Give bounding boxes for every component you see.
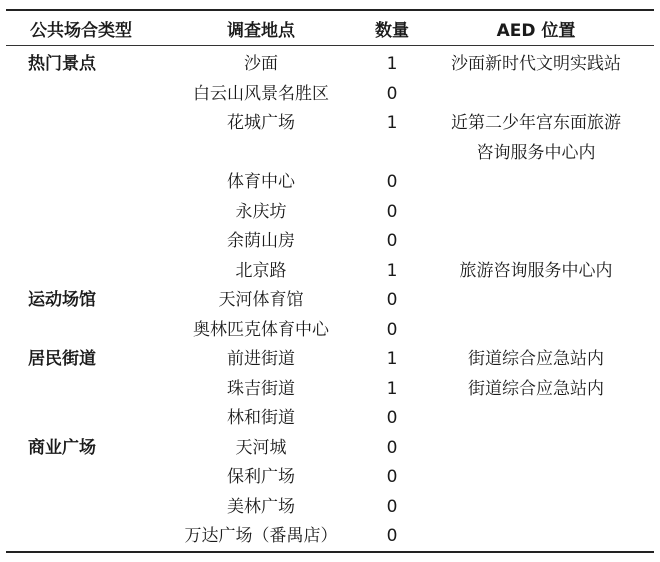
table-bottom-rule: [6, 551, 654, 553]
location-cell: 万达广场（番禺店）: [184, 526, 338, 546]
location-cell: 美林广场: [227, 496, 295, 517]
count-cell: 0: [386, 437, 398, 458]
table-row: [6, 286, 654, 316]
table-row: [6, 227, 654, 257]
aed-position-line: 沙面新时代文明实践站: [451, 54, 621, 74]
location-cell: 保利广场: [227, 467, 295, 487]
table-row: [6, 198, 654, 228]
aed-position-line: 咨询服务中心内: [476, 142, 596, 163]
location-cell: 珠吉街道: [227, 378, 295, 399]
header-count: 数量: [375, 21, 409, 41]
aed-position-line: 旅游咨询服务中心内: [459, 260, 613, 281]
count-cell: 0: [386, 496, 398, 517]
table-row: [6, 375, 654, 405]
aed-position-cell: [418, 109, 654, 168]
count-cell: 0: [386, 526, 398, 546]
location-cell: 林和街道: [227, 408, 295, 428]
count-cell: 1: [386, 113, 398, 133]
table-row: [6, 434, 654, 464]
count-cell: 0: [386, 201, 398, 222]
aed-position-cell: [418, 257, 654, 287]
category-cell: 居民街道: [28, 349, 96, 369]
table-body: [6, 50, 654, 552]
count-cell: 0: [386, 467, 398, 487]
aed-position-cell: [418, 345, 654, 375]
category-cell: 运动场馆: [28, 290, 96, 310]
category-cell: 热门景点: [28, 54, 96, 74]
table-row: [6, 463, 654, 493]
header-aed-position: AED 位置: [496, 21, 576, 41]
location-cell: 余荫山房: [227, 231, 295, 251]
table-row: [6, 257, 654, 287]
location-cell: 奥林匹克体育中心: [193, 319, 329, 340]
aed-position-line: 街道综合应急站内: [468, 378, 604, 399]
location-cell: 天河城: [235, 437, 287, 458]
header-category: 公共场合类型: [30, 21, 132, 41]
count-cell: 1: [386, 378, 398, 399]
aed-position-cell: [418, 375, 654, 405]
location-cell: 北京路: [235, 260, 287, 281]
table-header-rule: [6, 45, 654, 46]
count-cell: 0: [386, 231, 398, 251]
location-cell: 体育中心: [227, 172, 295, 192]
count-cell: 0: [386, 290, 398, 310]
header-location: 调查地点: [227, 21, 295, 41]
count-cell: 0: [386, 408, 398, 428]
table-row: [6, 522, 654, 552]
location-cell: 天河体育馆: [218, 290, 304, 310]
table-row: [6, 345, 654, 375]
table-row: [6, 50, 654, 80]
table-row: [6, 168, 654, 198]
count-cell: 0: [386, 319, 398, 340]
aed-position-cell: [418, 50, 654, 80]
table-row: [6, 404, 654, 434]
aed-position-line: 近第二少年宫东面旅游: [451, 113, 621, 133]
count-cell: 0: [386, 83, 398, 104]
location-cell: 前进街道: [227, 349, 295, 369]
table-row: [6, 316, 654, 346]
table-top-rule: [6, 9, 654, 11]
count-cell: 1: [386, 349, 398, 369]
aed-position-line: 街道综合应急站内: [468, 349, 604, 369]
category-cell: 商业广场: [28, 437, 96, 458]
count-cell: 1: [386, 260, 398, 281]
location-cell: 永庆坊: [235, 201, 287, 222]
table-row: [6, 493, 654, 523]
location-cell: 沙面: [244, 54, 278, 74]
table-row: [6, 109, 654, 168]
table-row: [6, 80, 654, 110]
location-cell: 白云山风景名胜区: [193, 83, 329, 104]
location-cell: 花城广场: [227, 113, 295, 133]
count-cell: 0: [386, 172, 398, 192]
count-cell: 1: [386, 54, 398, 74]
